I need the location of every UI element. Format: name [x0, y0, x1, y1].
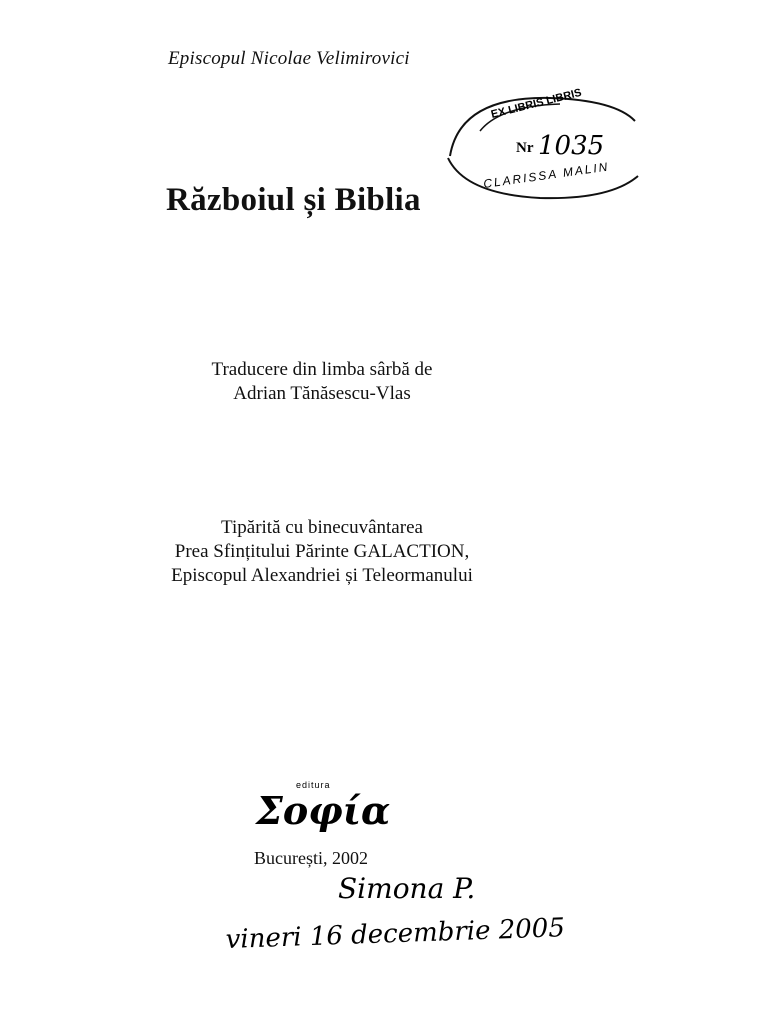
svg-text:EX LIBRIS LIBRIS: EX LIBRIS LIBRIS — [489, 86, 583, 121]
svg-text:editura: editura — [296, 780, 331, 790]
publisher-logo — [250, 774, 390, 836]
blessing-line-3: Episcopul Alexandriei și Teleormanului — [171, 565, 473, 586]
handwritten-inscription — [220, 862, 620, 962]
translation-line-1: Traducere din limba sârbă de — [211, 359, 433, 380]
ex-libris-stamp — [440, 76, 640, 216]
book-title: Războiul și Biblia — [166, 182, 421, 218]
translation-credit — [0, 358, 644, 406]
svg-text:Σοφία: Σοφία — [256, 788, 390, 833]
svg-text:Simona P.: Simona P. — [338, 872, 476, 905]
svg-text:CLARISSA MALIN: CLARISSA MALIN — [482, 159, 611, 191]
blessing-line-1: Tipărită cu binecuvântarea — [221, 517, 423, 538]
svg-text:1035: 1035 — [538, 131, 605, 161]
author-name: Episcopul Nicolae Velimirovici — [168, 48, 410, 69]
blessing-note — [0, 516, 644, 588]
svg-text:Nr: Nr — [516, 140, 534, 156]
publication-place-year: București, 2002 — [254, 848, 368, 868]
blessing-line-2: Prea Sfințitului Părinte GALACTION, — [174, 541, 470, 562]
svg-text:vineri 16 decembrie 2005: vineri 16 decembrie 2005 — [225, 913, 566, 955]
translator-name: Adrian Tănăsescu-Vlas — [233, 383, 411, 404]
